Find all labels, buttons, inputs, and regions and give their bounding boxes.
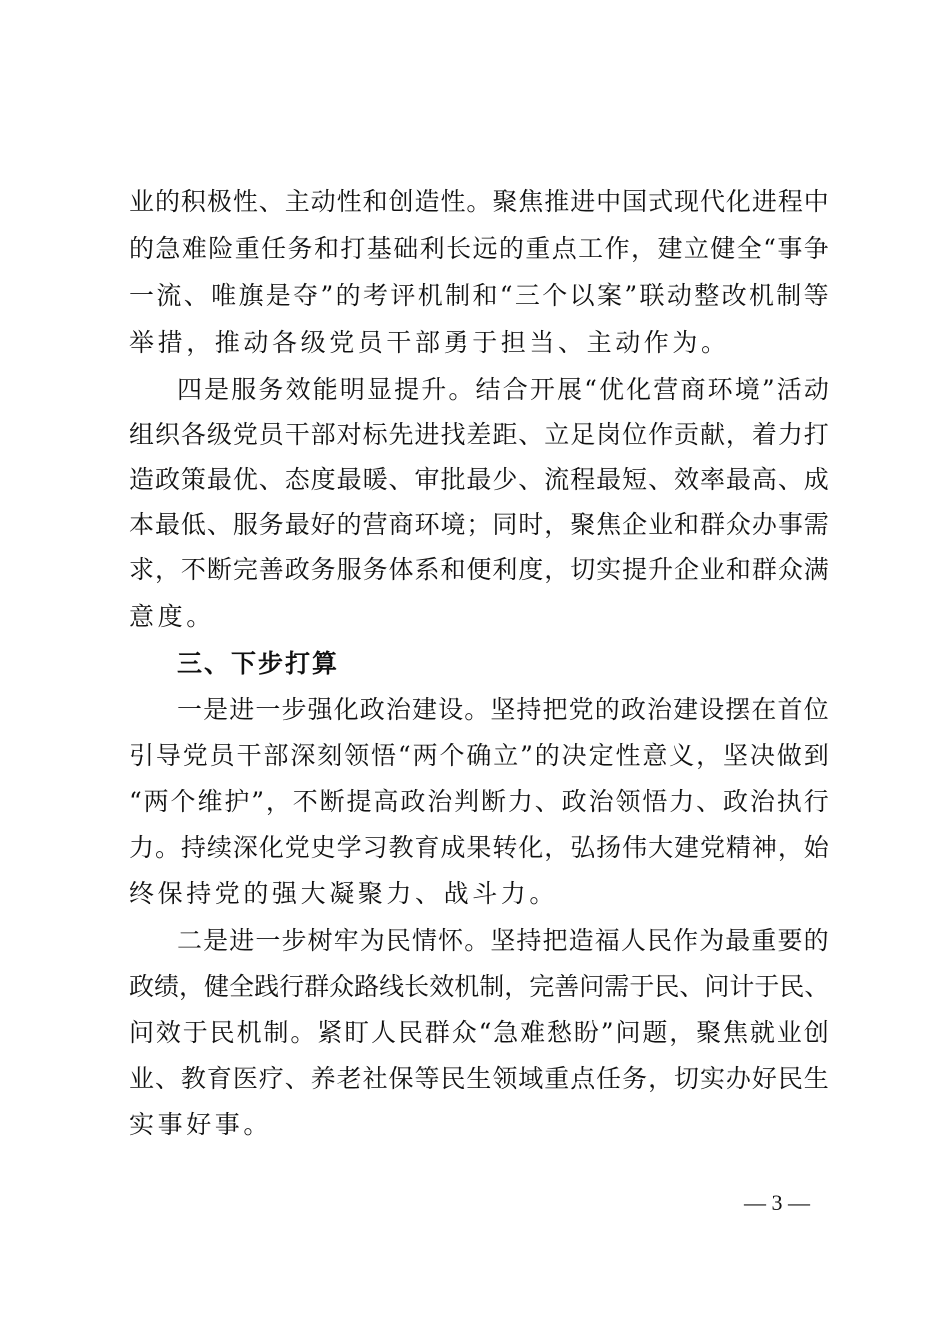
paragraph-line: 四 是 服 务 效 能 明 显 提 升 。 结 合 开 展 “ 优 化 营 商 环 境 ” 活 动 — [177, 375, 829, 404]
paragraph-line: 业 的 积 极 性 、 主 动 性 和 创 造 性 。 聚 焦 推 进 中 国 式 现 代 化 进 程 中 — [129, 187, 829, 216]
paragraph-line: 举措，推动各级党员干部勇于担当、主动作为。 — [129, 328, 730, 357]
paragraph-line: 终保持党的强大凝聚力、战斗力。 — [129, 879, 559, 908]
paragraph-line: 政 绩 ， 健 全 践 行 群 众 路 线 长 效 机 制 ， 完 善 问 需 于 民 、 问 计 于 民 、 — [129, 972, 830, 1001]
paragraph-line: 求 ， 不 断 完 善 政 务 服 务 体 系 和 便 利 度 ， 切 实 提 升 企 业 和 群 众 满 — [129, 555, 829, 584]
paragraph-line: 一 流 、 唯 旗 是 夺 ” 的 考 评 机 制 和 “ 三 个 以 案 ” 联 动 整 改 机 制 等 — [129, 281, 829, 310]
paragraph-line: 本 最 低 、 服 务 最 好 的 营 商 环 境 ； 同 时 ， 聚 焦 企 业 和 群 众 办 事 需 — [129, 510, 829, 539]
paragraph-line: 组 织 各 级 党 员 干 部 对 标 先 进 找 差 距 、 立 足 岗 位 作 贡 献 ， 着 力 打 — [129, 420, 829, 449]
paragraph-line: “ 两 个 维 护 ” ， 不 断 提 高 政 治 判 断 力 、 政 治 领 悟 力 、 政 治 执 行 — [129, 787, 829, 816]
paragraph-line: 的 急 难 险 重 任 务 和 打 基 础 利 长 远 的 重 点 工 作 ， 建 立 健 全 “ 事 争 — [129, 234, 829, 263]
paragraph-line: 二 是 进 一 步 树 牢 为 民 情 怀 。 坚 持 把 造 福 人 民 作 为 最 重 要 的 — [177, 926, 829, 955]
paragraph-line: 力 。 持 续 深 化 党 史 学 习 教 育 成 果 转 化 ， 弘 扬 伟 大 建 党 精 神 ， 始 — [129, 833, 829, 862]
paragraph-line: 造 政 策 最 优 、 态 度 最 暖 、 审 批 最 少 、 流 程 最 短 、 效 率 最 高 、 成 — [129, 465, 829, 494]
page-number: — 3 — — [744, 1190, 810, 1215]
paragraph-line: 引 导 党 员 干 部 深 刻 领 悟 “ 两 个 确 立 ” 的 决 定 性 意 义 ， 坚 决 做 到 — [129, 741, 829, 770]
section-heading: 三、下步打算 — [177, 649, 340, 678]
paragraph-line: 意度。 — [129, 602, 215, 631]
paragraph-line: 问 效 于 民 机 制 。 紧 盯 人 民 群 众 “ 急 难 愁 盼 ” 问 题 ， 聚 焦 就 业 创 — [129, 1018, 829, 1047]
paragraph-line: 实事好事。 — [129, 1110, 273, 1139]
paragraph-line: 业 、 教 育 医 疗 、 养 老 社 保 等 民 生 领 域 重 点 任 务 ， 切 实 办 好 民 生 — [129, 1064, 829, 1093]
paragraph-line: 一 是 进 一 步 强 化 政 治 建 设 。 坚 持 把 党 的 政 治 建 设 摆 在 首 位 — [177, 695, 829, 724]
